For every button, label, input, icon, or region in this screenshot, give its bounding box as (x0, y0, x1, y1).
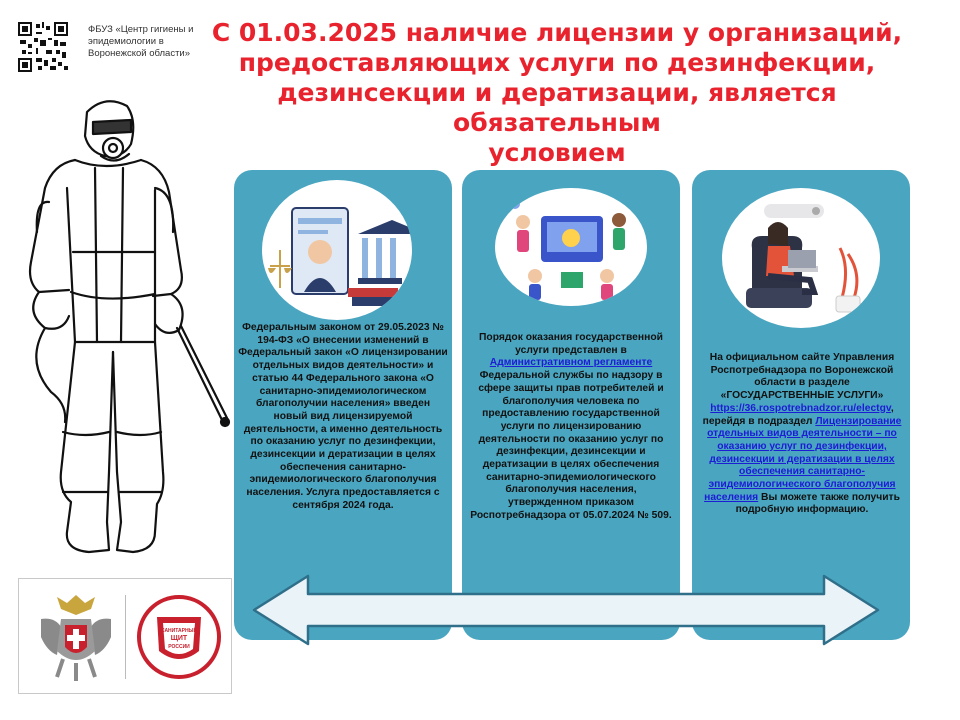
logo-divider (125, 595, 126, 679)
page-title: С 01.03.2025 наличие лицензии у организаций, предоставляющих услуги по дезинфекции, дезинсекции и дератизации, является обязательным условием (211, 18, 903, 167)
woman-laptop-icon (722, 188, 880, 328)
logos-box (18, 578, 232, 694)
panel-website-text: На официальном сайте Управления Роспотребнадзора по Воронежской области в разделе «ГОСУДАРСТВЕННЫЕ УСЛУГИ» https://36.rospotrebnadzor.ru/electgv, перейдя в подраздел Лицензирование отдельных видов деятельности – по оказанию услуг по дезинфекции, дезинсекции и дератизации в целях обеспечения санитарно-эпидемиологического благополучия населения Вы можете также получить подробную информацию. (702, 352, 902, 516)
regulation-illustration (495, 188, 647, 306)
team-network-icon (495, 188, 647, 306)
administrative-regulation-link[interactable]: Административном регламенте (489, 357, 653, 369)
law-building-icon (262, 180, 412, 320)
licensing-subsection-link[interactable]: Лицензирование отдельных видов деятельности – по оказанию услуг по дезинфекции, дезинсекции и дератизации в целях обеспечения санитарно-эпидемиологического благополучия населения (704, 415, 902, 503)
sanitary-shield-logo: САНИТАРНЫЙ ЩИТ РОССИИ (137, 595, 221, 679)
website-illustration (722, 188, 880, 328)
info-panel-law (234, 170, 452, 640)
panel-law-text: Федеральным законом от 29.05.2023 № 194-ФЗ «О внесении изменений в Федеральный закон «О лицензировании отдельных видов деятельности» и статью 44 Федерального закона «О санитарно-эпидемиологическом благополучии населения» введен новый вид лицензируемой деятельности, а именно деятельность по оказанию услуг по дезинфекции, дезинсекции и дератизации в целях обеспечения санитарно-эпидемиологического благополучия населения. Услуга предоставляется с сентября 2024 года. (238, 322, 448, 511)
protective-suit-worker-illustration (5, 92, 235, 562)
panel-regulation-text: Порядок оказания государственной услуги представлен в Административном регламенте Федеральной службы по надзору в сфере защиты прав потребителей и благополучия человека по предоставлению государственной услуги по лицензированию деятельности по оказанию услуг по дезинфекции, дезинсекции и дератизации в целях обеспечения санитарно-эпидемиологического благополучия населения, утвержденном приказом Роспотребнадзора от 05.07.2024 № 509. (470, 332, 672, 521)
organization-name: ФБУЗ «Центр гигиены и эпидемиологии в Воронежской области» (88, 24, 194, 59)
law-illustration (262, 180, 412, 320)
rospotrebnadzor-emblem-icon (37, 589, 115, 685)
info-panel-regulation (462, 170, 680, 640)
rospotrebnadzor-url-link[interactable]: https://36.rospotrebnadzor.ru/electgv (710, 402, 891, 414)
qr-code-icon[interactable] (18, 22, 68, 72)
info-panel-website (692, 170, 910, 640)
double-arrow-icon (252, 574, 880, 646)
